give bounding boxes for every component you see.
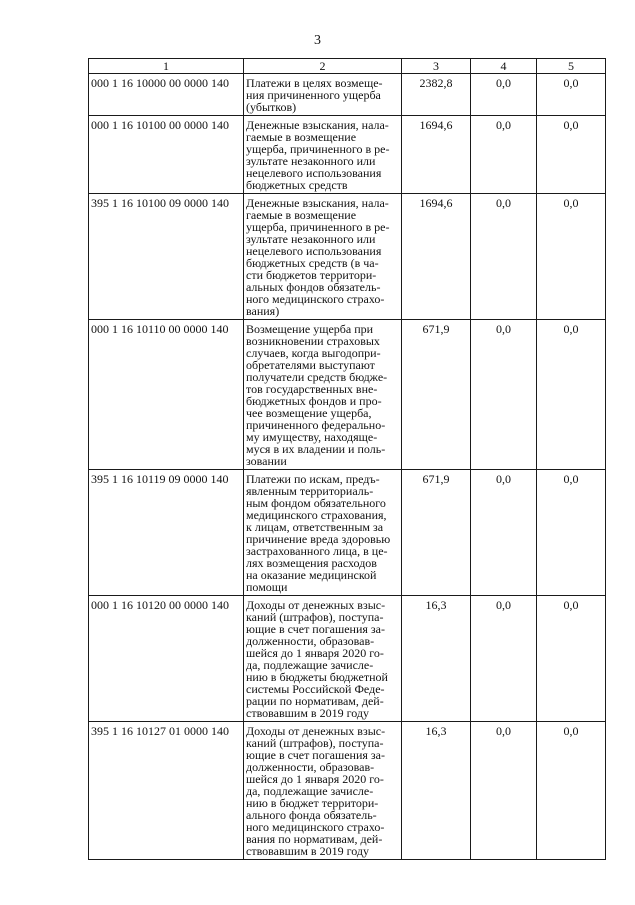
description-line: случаев, когда выгодопри- xyxy=(246,346,381,360)
value-col4-cell: 0,0 xyxy=(471,722,537,860)
description-line: сти бюджетов территори- xyxy=(246,268,377,282)
description-cell xyxy=(244,596,402,722)
value-col4-cell: 0,0 xyxy=(471,74,537,116)
description-cell xyxy=(244,116,402,194)
description-line: (убытков) xyxy=(246,100,297,114)
description-line: Доходы от денежных взыс- xyxy=(246,598,386,612)
budget-code-cell: 395 1 16 10100 09 0000 140 xyxy=(89,194,244,320)
description-line: медицинского страхования, xyxy=(246,508,387,522)
description-line: да, подлежащие зачисле- xyxy=(246,658,374,672)
description-line: зультате незаконного или xyxy=(246,154,376,168)
column-header-4: 4 xyxy=(471,59,537,74)
description-line: му имуществу, находяще- xyxy=(246,430,378,444)
description-line: возникновении страховых xyxy=(246,334,380,348)
description-line: к лицам, ответственным за xyxy=(246,520,384,534)
description-line: Доходы от денежных взыс- xyxy=(246,724,386,738)
column-header-3: 3 xyxy=(402,59,471,74)
table-row xyxy=(89,470,606,596)
description-line: ющие в счет погашения за- xyxy=(246,748,385,762)
description-line: ствовавшим в 2019 году xyxy=(246,706,369,720)
description-line: чее возмещение ущерба, xyxy=(246,406,372,420)
description-line: муся в их владении и поль- xyxy=(246,442,386,456)
description-line: нецелевого использования xyxy=(246,166,382,180)
table-row xyxy=(89,194,606,320)
value-col3-cell: 1694,6 xyxy=(402,194,471,320)
description-line: Платежи в целях возмеще- xyxy=(246,76,383,90)
table-header xyxy=(89,59,606,74)
value-col5-cell: 0,0 xyxy=(537,116,606,194)
value-col5-cell: 0,0 xyxy=(537,320,606,470)
value-col4-cell: 0,0 xyxy=(471,596,537,722)
table-row xyxy=(89,722,606,860)
value-col4-cell: 0,0 xyxy=(471,116,537,194)
description-line: гаемые в возмещение xyxy=(246,130,357,144)
description-line: нию в бюджеты бюджетной xyxy=(246,670,388,684)
description-line: долженности, образовав- xyxy=(246,634,375,648)
description-line: ным фондом обязательного xyxy=(246,496,386,510)
value-col5-cell: 0,0 xyxy=(537,722,606,860)
table-row xyxy=(89,320,606,470)
value-col5-cell: 0,0 xyxy=(537,194,606,320)
page-number: 3 xyxy=(314,33,321,48)
table-body xyxy=(89,74,606,860)
header-row xyxy=(89,59,606,74)
description-line: ющие в счет погашения за- xyxy=(246,622,385,636)
description-line: да, подлежащие зачисле- xyxy=(246,784,374,798)
description-line: шейся до 1 января 2020 го- xyxy=(246,772,384,786)
description-line: рации по нормативам, дей- xyxy=(246,694,384,708)
budget-code-cell: 395 1 16 10119 09 0000 140 xyxy=(89,470,244,596)
description-line: шейся до 1 января 2020 го- xyxy=(246,646,384,660)
value-col5-cell: 0,0 xyxy=(537,596,606,722)
description-line: долженности, образовав- xyxy=(246,760,375,774)
value-col3-cell: 671,9 xyxy=(402,470,471,596)
description-line: застрахованного лица, в це- xyxy=(246,544,388,558)
description-line: получатели средств бюдже- xyxy=(246,370,388,384)
table-row xyxy=(89,74,606,116)
table-row xyxy=(89,116,606,194)
column-header-2: 2 xyxy=(244,59,402,74)
description-line: системы Российской Феде- xyxy=(246,682,385,696)
budget-table xyxy=(88,58,606,860)
value-col3-cell: 671,9 xyxy=(402,320,471,470)
description-line: на оказание медицинской xyxy=(246,568,377,582)
description-line: бюджетных средств (в ча- xyxy=(246,256,379,270)
description-line: причинение вреда здоровью xyxy=(246,532,391,546)
description-cell xyxy=(244,320,402,470)
budget-code-cell: 000 1 16 10120 00 0000 140 xyxy=(89,596,244,722)
value-col3-cell: 2382,8 xyxy=(402,74,471,116)
description-line: ущерба, причиненного в ре- xyxy=(246,220,390,234)
budget-code-cell: 000 1 16 10110 00 0000 140 xyxy=(89,320,244,470)
description-line: вания по нормативам, дей- xyxy=(246,832,383,846)
description-line: ния причиненного ущерба xyxy=(246,88,381,102)
description-line: причиненного федерально- xyxy=(246,418,386,432)
description-line: ного медицинского страхо- xyxy=(246,820,385,834)
value-col4-cell: 0,0 xyxy=(471,470,537,596)
description-line: вания) xyxy=(246,304,280,318)
description-line: Денежные взыскания, нала- xyxy=(246,196,389,210)
description-line: нию в бюджет территори- xyxy=(246,796,379,810)
description-line: бюджетных средств xyxy=(246,178,348,192)
description-line: обретателями выступают xyxy=(246,358,375,372)
description-cell xyxy=(244,74,402,116)
budget-code-cell: 000 1 16 10100 00 0000 140 xyxy=(89,116,244,194)
description-line: Платежи по искам, предъ- xyxy=(246,472,380,486)
column-header-1: 1 xyxy=(89,59,244,74)
value-col3-cell: 16,3 xyxy=(402,722,471,860)
value-col5-cell: 0,0 xyxy=(537,470,606,596)
description-line: каний (штрафов), поступа- xyxy=(246,736,384,750)
column-header-5: 5 xyxy=(537,59,606,74)
value-col4-cell: 0,0 xyxy=(471,194,537,320)
description-line: помощи xyxy=(246,580,288,594)
description-line: явленным территориаль- xyxy=(246,484,374,498)
description-line: ствовавшим в 2019 году xyxy=(246,844,369,858)
description-line: гаемые в возмещение xyxy=(246,208,357,222)
description-cell xyxy=(244,470,402,596)
value-col4-cell: 0,0 xyxy=(471,320,537,470)
budget-code-cell: 000 1 16 10000 00 0000 140 xyxy=(89,74,244,116)
description-line: Денежные взыскания, нала- xyxy=(246,118,389,132)
budget-code-cell: 395 1 16 10127 01 0000 140 xyxy=(89,722,244,860)
description-line: ального фонда обязатель- xyxy=(246,808,377,822)
description-line: ущерба, причиненного в ре- xyxy=(246,142,390,156)
description-line: зультате незаконного или xyxy=(246,232,376,246)
description-line: Возмещение ущерба при xyxy=(246,322,374,336)
description-cell xyxy=(244,194,402,320)
description-line: нецелевого использования xyxy=(246,244,382,258)
description-line: тов государственных вне- xyxy=(246,382,378,396)
table-row xyxy=(89,596,606,722)
description-line: лях возмещения расходов xyxy=(246,556,377,570)
description-line: бюджетных фондов и про- xyxy=(246,394,382,408)
value-col3-cell: 1694,6 xyxy=(402,116,471,194)
description-line: ного медицинского страхо- xyxy=(246,292,385,306)
description-line: альных фондов обязатель- xyxy=(246,280,381,294)
description-cell xyxy=(244,722,402,860)
description-line: зовании xyxy=(246,454,287,468)
description-line: каний (штрафов), поступа- xyxy=(246,610,384,624)
value-col3-cell: 16,3 xyxy=(402,596,471,722)
value-col5-cell: 0,0 xyxy=(537,74,606,116)
